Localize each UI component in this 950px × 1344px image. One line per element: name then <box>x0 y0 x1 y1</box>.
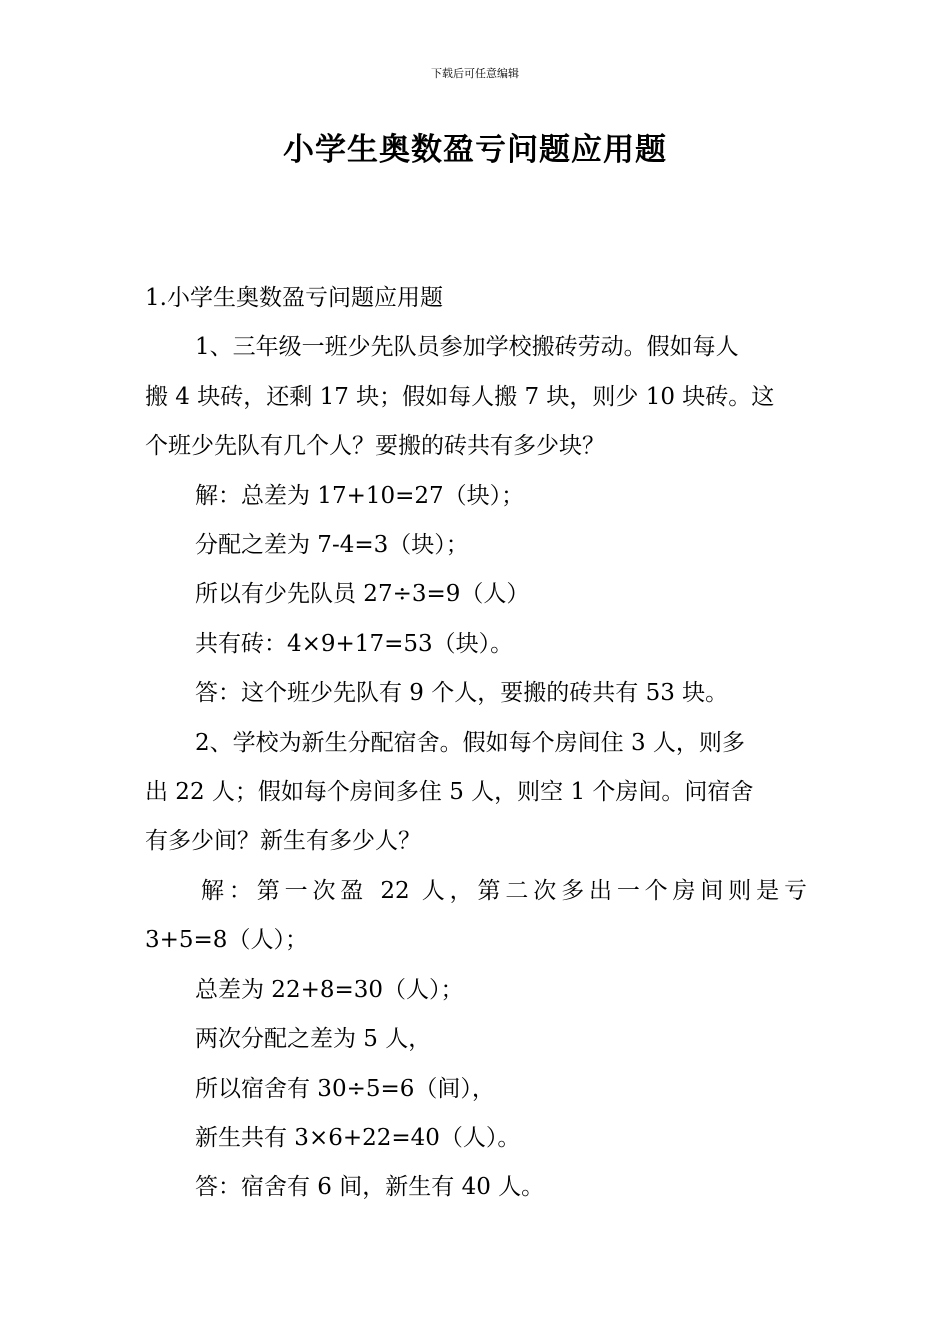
problem2-solution-step5: 新生共有 3×6+22=40（人）。 <box>195 1124 521 1151</box>
problem1-answer: 答：这个班少先队有 9 个人，要搬的砖共有 53 块。 <box>195 680 729 707</box>
header-note: 下载后可任意编辑 <box>431 67 519 80</box>
problem2-solution-step1a: 解：第一次盈 22 人，第二次多出一个房间则是亏 <box>201 877 807 904</box>
document-body <box>145 274 807 1213</box>
problem2-answer: 答：宿舍有 6 间，新生有 40 人。 <box>195 1174 545 1201</box>
problem2-solution-step3: 两次分配之差为 5 人， <box>195 1026 432 1053</box>
problem1-solution-step4: 共有砖：4×9+17=53（块）。 <box>195 630 514 657</box>
problem1-question-line3: 个班少先队有几个人？要搬的砖共有多少块？ <box>145 433 605 460</box>
problem1-solution-step3: 所以有少先队员 27÷3=9（人） <box>195 581 530 608</box>
problem2-question-line1: 2、学校为新生分配宿舍。假如每个房间住 3 人，则多 <box>195 729 745 756</box>
section-heading: 1.小学生奥数盈亏问题应用题 <box>145 285 443 311</box>
problem2-question-line2: 出 22 人；假如每个房间多住 5 人，则空 1 个房间。问宿舍 <box>145 779 754 806</box>
document-title: 小学生奥数盈亏问题应用题 <box>283 132 667 168</box>
problem1-question-line1: 1、三年级一班少先队员参加学校搬砖劳动。假如每人 <box>195 334 739 361</box>
problem1-question-line2: 搬 4 块砖，还剩 17 块；假如每人搬 7 块，则少 10 块砖。这 <box>145 383 775 410</box>
problem1-solution-step2: 分配之差为 7-4=3（块）； <box>195 532 469 559</box>
problem2-solution-step4: 所以宿舍有 30÷5=6（间）， <box>195 1075 495 1102</box>
problem2-solution-step1b: 3+5=8（人）； <box>145 927 308 954</box>
problem2-solution-step2: 总差为 22+8=30（人）； <box>195 976 464 1003</box>
problem2-question-line3: 有多少间？新生有多少人？ <box>145 828 421 855</box>
problem1-solution-step1: 解：总差为 17+10=27（块）； <box>195 482 525 509</box>
